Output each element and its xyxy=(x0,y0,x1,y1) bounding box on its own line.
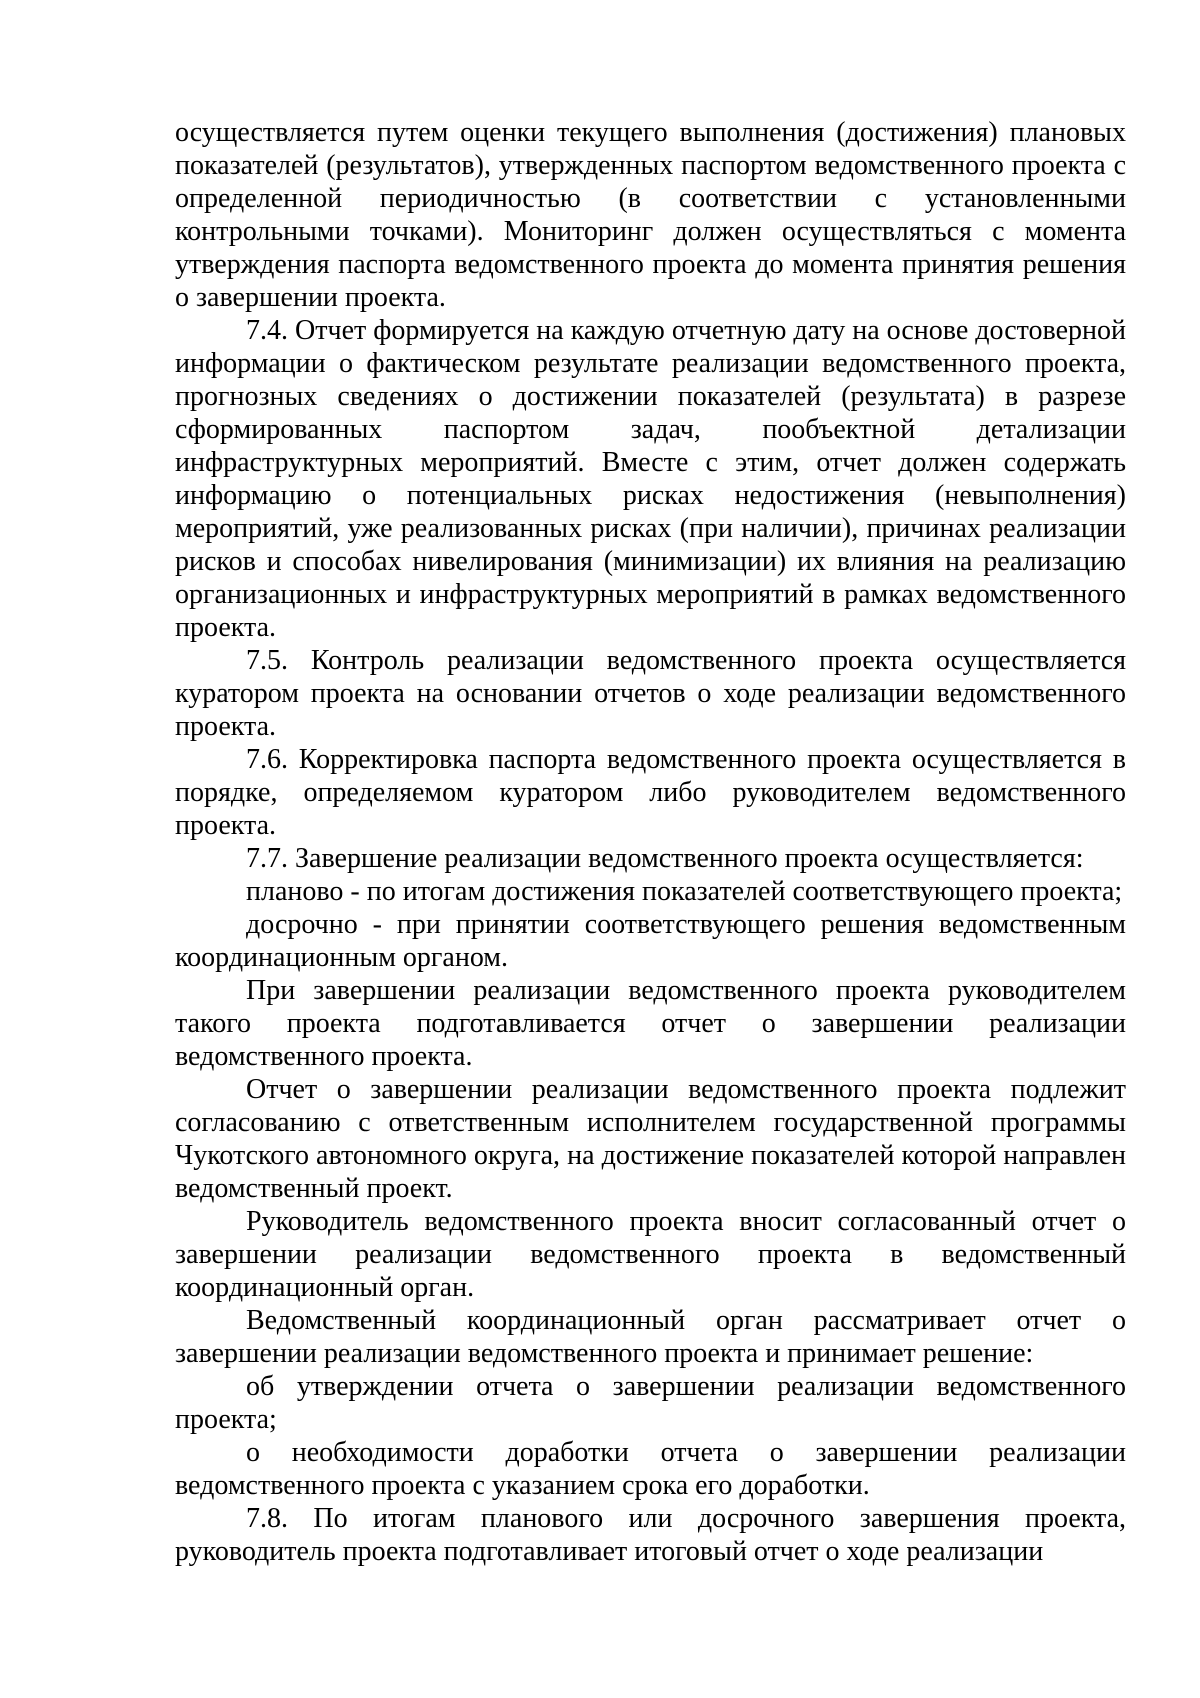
paragraph-planned-completion: планово - по итогам достижения показателей соответствующего проекта; xyxy=(246,876,1123,907)
paragraph-decision-revise: о необходимости доработки отчета о завершении реализации ведомственного проекта с указанием срока его доработки. xyxy=(175,1437,1126,1501)
paragraph-decision-approve: об утверждении отчета о завершении реализации ведомственного проекта; xyxy=(175,1371,1126,1435)
paragraph-7-5: 7.5. Контроль реализации ведомственного проекта осуществляется куратором проекта на основании отчетов о ходе реализации ведомственного проекта. xyxy=(175,645,1126,742)
paragraph-report-approval: Отчет о завершении реализации ведомственного проекта подлежит согласованию с ответственным исполнителем государственной программы Чукотского автономного округа, на достижение показателей которой направлен ведомственный проект. xyxy=(175,1074,1126,1204)
paragraph-7-7: 7.7. Завершение реализации ведомственного проекта осуществляется: xyxy=(246,843,1084,874)
paragraph-early-completion: досрочно - при принятии соответствующего решения ведомственным координационным органом. xyxy=(175,909,1126,973)
paragraph-7-6: 7.6. Корректировка паспорта ведомственного проекта осуществляется в порядке, определяемом куратором либо руководителем ведомственного проекта. xyxy=(175,744,1126,841)
paragraph-7-4: 7.4. Отчет формируется на каждую отчетную дату на основе достоверной информации о фактическом результате реализации ведомственного проекта, прогнозных сведениях о достижении показателей (результата) в разрезе сформированных паспортом задач, пообъектной детализации инфраструктурных мероприятий. Вместе с этим, отчет должен содержать информацию о потенциальных рисках недостижения (невыполнения) мероприятий, уже реализованных рисках (при наличии), причинах реализации рисков и способах нивелирования (минимизации) их влияния на реализацию организационных и инфраструктурных мероприятий в рамках ведомственного проекта. xyxy=(175,315,1126,643)
paragraph-completion-report: При завершении реализации ведомственного проекта руководителем такого проекта подготавливается отчет о завершении реализации ведомственного проекта. xyxy=(175,975,1126,1072)
paragraph-monitoring-continuation: осуществляется путем оценки текущего выполнения (достижения) плановых показателей (результатов), утвержденных паспортом ведомственного проекта с определенной периодичностью (в соответствии с установленными контрольными точками). Мониторинг должен осуществляться с момента утверждения паспорта ведомственного проекта до момента принятия решения о завершении проекта. xyxy=(175,117,1126,313)
paragraph-report-submission: Руководитель ведомственного проекта вносит согласованный отчет о завершении реализации ведомственного проекта в ведомственный координационный орган. xyxy=(175,1206,1126,1303)
document-page xyxy=(175,116,1126,1568)
paragraph-body-decision: Ведомственный координационный орган рассматривает отчет о завершении реализации ведомственного проекта и принимает решение: xyxy=(175,1305,1126,1369)
paragraph-7-8: 7.8. По итогам планового или досрочного завершения проекта, руководитель проекта подготавливает итоговый отчет о ходе реализации xyxy=(175,1503,1126,1567)
